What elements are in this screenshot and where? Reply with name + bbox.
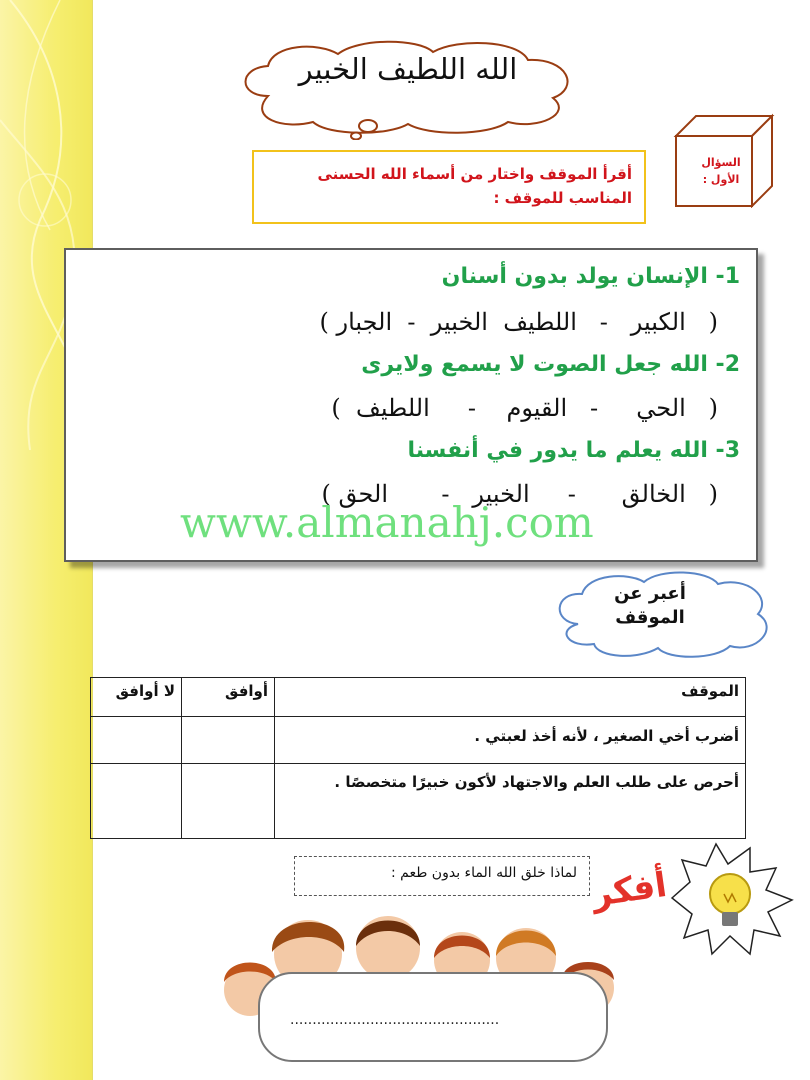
think-title: أفكر [589,864,670,916]
lightbulb-icon [664,838,800,958]
row-2-disagree-cell[interactable] [91,764,182,839]
row-1-disagree-cell[interactable] [91,717,182,764]
express-line2: الموقف [615,607,685,629]
question-1-options: ( الكبير - اللطيف الخبير - الجبار ) [319,308,718,336]
table-header-row [91,678,746,717]
header-situation: الموقف [275,678,746,717]
row-1-situation: أضرب أخي الصغير ، لأنه أخذ لعبتي . [275,717,746,764]
row-2-situation: أحرص على طلب العلم والاجتهاد لأكون خبيرًا متخصصًا . [275,764,746,839]
question-2-text: 2- الله جعل الصوت لا يسمع ولايرى [361,352,740,377]
question-3-options: ( الخالق - الخبير - الحق ) [321,480,718,508]
instruction-box: أقرأ الموقف واختار من أسماء الله الحسنى المناسب للموقف : [252,150,646,224]
express-line1: أعبر عن [614,583,686,604]
header-agree: أوافق [182,678,275,717]
question-1-text: 1- الإنسان يولد بدون أسنان [441,264,740,289]
page-title: الله اللطيف الخبير [298,52,518,86]
question-label-line1: السؤال [701,156,741,169]
row-2-agree-cell[interactable] [182,764,275,839]
question-label-line2: الأول : [702,172,740,186]
watermark: www.almanahj.com [180,498,594,547]
express-label [590,582,710,631]
table-row [91,764,746,839]
header-disagree: لا أوافق [91,678,182,717]
question-2-options: ( الحي - القيوم - اللطيف ) [331,394,718,422]
row-1-agree-cell[interactable] [182,717,275,764]
answer-line: ............................................... [290,1012,500,1028]
situations-table [90,677,746,839]
table-row [91,717,746,764]
think-question: لماذا خلق الله الماء بدون طعم : [294,856,590,896]
question-3-text: 3- الله يعلم ما يدور في أنفسنا [407,438,740,463]
question-label [688,155,754,188]
